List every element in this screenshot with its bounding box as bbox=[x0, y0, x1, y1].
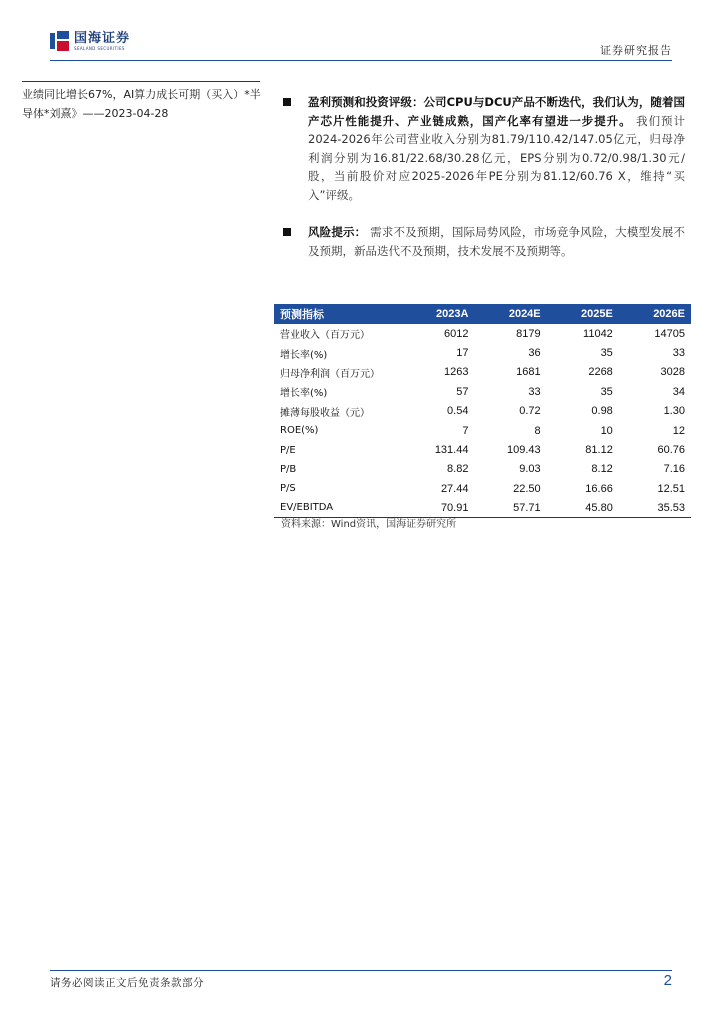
table-cell: 7.16 bbox=[663, 463, 685, 476]
section-body-forecast: 我们预计2024-2026年公司营业收入分别为81.79/110.42/147.05亿元，归母净利润分别为16.81/22.68/30.28亿元，EPS分别为0.72/0.98/1.30元/股，当前股价对应2025-2026年PE分别为81.12/60.76 X，维持“买入”评级。 bbox=[308, 113, 686, 202]
forecast-table bbox=[274, 304, 691, 518]
bullet-icon bbox=[283, 98, 291, 106]
table-cell: 2268 bbox=[588, 366, 613, 379]
section-title-risk: 风险提示： bbox=[308, 225, 367, 239]
table-cell: 17 bbox=[456, 347, 469, 360]
logo-name-cn: 国海证券 bbox=[74, 30, 131, 46]
table-cell: 35.53 bbox=[619, 499, 691, 518]
company-logo bbox=[50, 30, 130, 52]
table-header-cell: 2026E bbox=[619, 304, 691, 324]
table-source-note: 资料来源：Wind资讯，国海证券研究所 bbox=[281, 519, 457, 530]
logo-name-en: SEALAND SECURITIES bbox=[74, 45, 125, 51]
table-cell: 45.80 bbox=[547, 499, 619, 518]
table-row bbox=[274, 382, 691, 401]
risk-warning-section bbox=[283, 223, 685, 260]
table-cell: 0.72 bbox=[519, 405, 541, 418]
report-type-label: 证券研究报告 bbox=[600, 44, 672, 57]
table-cell: 1263 bbox=[443, 366, 469, 379]
earnings-forecast-section bbox=[283, 93, 685, 204]
table-header-cell: 2023A bbox=[402, 304, 474, 324]
table-row-label: 归母净利润（百万元） bbox=[280, 368, 380, 380]
header-divider bbox=[50, 60, 672, 61]
table-row bbox=[274, 402, 691, 421]
section-body-risk: 需求不及预期，国际局势风险，市场竞争风险，大模型发展不及预期，新品迭代不及预期，技术发展不及预期等。 bbox=[308, 225, 686, 258]
table-row bbox=[274, 324, 691, 343]
table-cell: 35 bbox=[600, 347, 613, 360]
table-cell: 8.82 bbox=[447, 463, 469, 476]
table-cell: 33 bbox=[528, 385, 541, 398]
table-header-cell: 预测指标 bbox=[274, 304, 402, 324]
table-cell: 1681 bbox=[516, 366, 541, 379]
table-cell: 8 bbox=[534, 424, 541, 437]
table-cell: 81.12 bbox=[585, 444, 613, 457]
table-cell: 60.76 bbox=[657, 444, 685, 457]
footer-disclaimer: 请务必阅读正文后免责条款部分 bbox=[50, 977, 204, 989]
table-row-label: P/S bbox=[280, 483, 296, 495]
table-header-cell: 2025E bbox=[547, 304, 619, 324]
footer-divider bbox=[50, 970, 672, 971]
section-title-forecast: 盈利预测和投资评级：公司CPU与DCU产品不断迭代，我们认为，随着国产芯片性能提升、产业链成熟，国产化率有望进一步提升。 bbox=[308, 95, 685, 128]
table-header-cell: 2024E bbox=[474, 304, 546, 324]
table-row bbox=[274, 363, 691, 382]
table-cell: 8179 bbox=[516, 327, 541, 340]
table-row-label: 营业收入（百万元） bbox=[280, 330, 370, 342]
table-cell: 12 bbox=[672, 424, 685, 437]
table-cell: 1.30 bbox=[663, 405, 685, 418]
table-cell: 11042 bbox=[583, 327, 613, 340]
table-row-label: 增长率(%) bbox=[280, 388, 328, 400]
table-cell: 34 bbox=[672, 385, 685, 398]
table-row-label: P/B bbox=[280, 463, 297, 475]
sidebar-divider bbox=[22, 81, 260, 82]
related-report-reference: 业绩同比增长67%，AI算力成长可期（买入）*半导体*刘熹》——2023-04-28 bbox=[22, 88, 261, 120]
table-cell: 8.12 bbox=[591, 463, 613, 476]
logo-icon bbox=[50, 31, 70, 51]
table-cell: 27.44 bbox=[440, 482, 469, 495]
table-cell: 14705 bbox=[654, 327, 685, 340]
table-row bbox=[274, 479, 691, 498]
table-cell: 35 bbox=[600, 385, 613, 398]
table-cell: 131.44 bbox=[434, 444, 469, 457]
table-row bbox=[274, 343, 691, 362]
table-header-row bbox=[274, 304, 691, 324]
bullet-icon bbox=[283, 228, 291, 236]
table-row-label: 摊薄每股收益（元） bbox=[280, 407, 370, 419]
table-row bbox=[274, 460, 691, 479]
table-cell: 0.54 bbox=[447, 405, 469, 418]
table-cell: 57.71 bbox=[474, 499, 546, 518]
table-cell: 0.98 bbox=[591, 405, 613, 418]
table-row-label: P/E bbox=[280, 444, 296, 456]
table-cell: 6012 bbox=[443, 327, 469, 340]
table-cell: 12.51 bbox=[657, 482, 685, 495]
table-row bbox=[274, 421, 691, 440]
table-cell: 9.03 bbox=[519, 463, 541, 476]
table-cell: 109.43 bbox=[506, 444, 541, 457]
table-cell: 57 bbox=[456, 385, 469, 398]
table-cell: 36 bbox=[528, 347, 541, 360]
table-cell: 7 bbox=[462, 424, 469, 437]
table-row-label: 增长率(%) bbox=[280, 349, 328, 361]
table-cell: 22.50 bbox=[513, 482, 541, 495]
table-cell: 33 bbox=[672, 347, 685, 360]
table-cell: 70.91 bbox=[402, 499, 474, 518]
table-row-label: EV/EBITDA bbox=[274, 499, 402, 518]
table-row bbox=[274, 440, 691, 459]
page-number: 2 bbox=[663, 972, 672, 989]
table-cell: 16.66 bbox=[585, 482, 613, 495]
table-cell: 10 bbox=[600, 424, 613, 437]
table-cell: 3028 bbox=[660, 366, 685, 379]
table-row-label: ROE(%) bbox=[280, 425, 319, 437]
